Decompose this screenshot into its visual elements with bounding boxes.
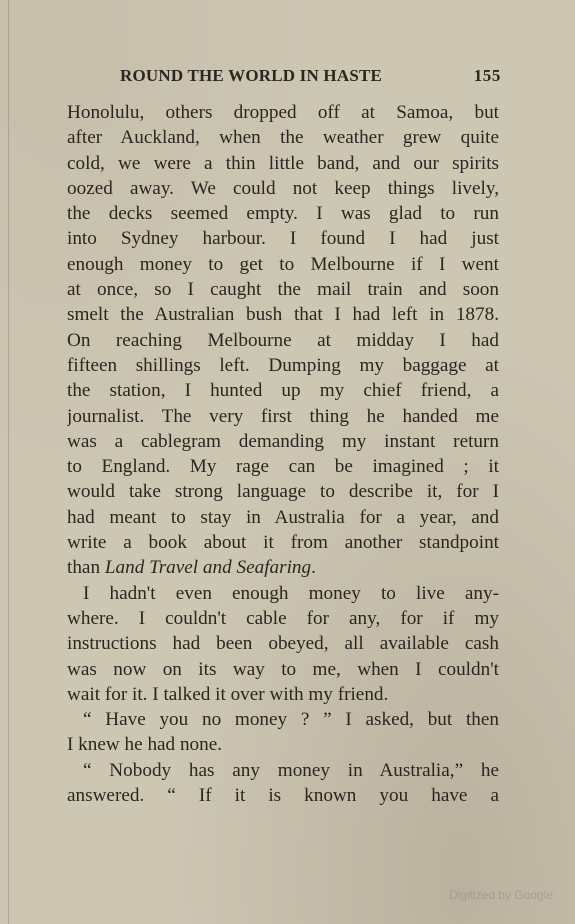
text-line <box>67 555 499 580</box>
text-line: into Sydney harbour. I found I had just <box>67 228 499 250</box>
text-line: the decks seemed empty. I was glad to run <box>67 203 499 225</box>
text-line: would take strong language to describe it, for I <box>67 481 499 503</box>
text-line: journalist. The very first thing he handed me <box>67 405 499 427</box>
page-edge-line <box>8 0 9 924</box>
text-line: the station, I hunted up my chief friend, a <box>67 380 499 402</box>
text-line: oozed away. We could not keep things lively, <box>67 177 499 199</box>
text-line: Honolulu, others dropped off at Samoa, but <box>67 102 499 123</box>
text-line: where. I couldn't cable for any, for if my <box>67 607 499 629</box>
text-line: wait for it. I talked it over with my friend. <box>67 683 389 705</box>
text-line: was a cablegram demanding my instant return <box>67 430 499 452</box>
text-line: smelt the Australian bush that I had left in 1878. <box>67 304 499 326</box>
text-line: “ Nobody has any money in Australia,” he <box>83 759 499 781</box>
text-line: answered. “ If it is known you have a <box>67 785 499 807</box>
text-line: “ Have you no money ? ” I asked, but then <box>83 709 499 731</box>
text-line-suffix: . <box>311 557 316 579</box>
book-title-italic: Land Travel and Seafaring <box>104 557 312 579</box>
text-line-prefix: than <box>67 557 105 579</box>
text-line: On reaching Melbourne at midday I had <box>67 329 499 351</box>
text-line: cold, we were a thin little band, and our spirits <box>67 152 499 174</box>
text-line: I hadn't even enough money to live any- <box>83 582 499 604</box>
text-line: write a book about it from another standpoint <box>67 532 499 554</box>
page-number: 155 <box>473 66 501 85</box>
body-text <box>67 100 499 808</box>
page-header <box>120 66 501 88</box>
text-line: enough money to get to Melbourne if I went <box>67 253 499 275</box>
text-line: was now on its way to me, when I couldn't <box>67 658 499 680</box>
text-line: to England. My rage can be imagined ; it <box>67 456 499 478</box>
text-line: after Auckland, when the weather grew quite <box>67 127 499 149</box>
text-line: fifteen shillings left. Dumping my baggage at <box>67 354 499 376</box>
text-line: had meant to stay in Australia for a year, and <box>67 506 499 528</box>
text-line: at once, so I caught the mail train and soon <box>67 279 499 301</box>
running-title: ROUND THE WORLD IN HASTE <box>120 66 383 85</box>
text-line: instructions had been obeyed, all available cash <box>67 633 499 655</box>
watermark: Digitized by Google <box>448 888 553 902</box>
text-line: I knew he had none. <box>67 734 223 756</box>
